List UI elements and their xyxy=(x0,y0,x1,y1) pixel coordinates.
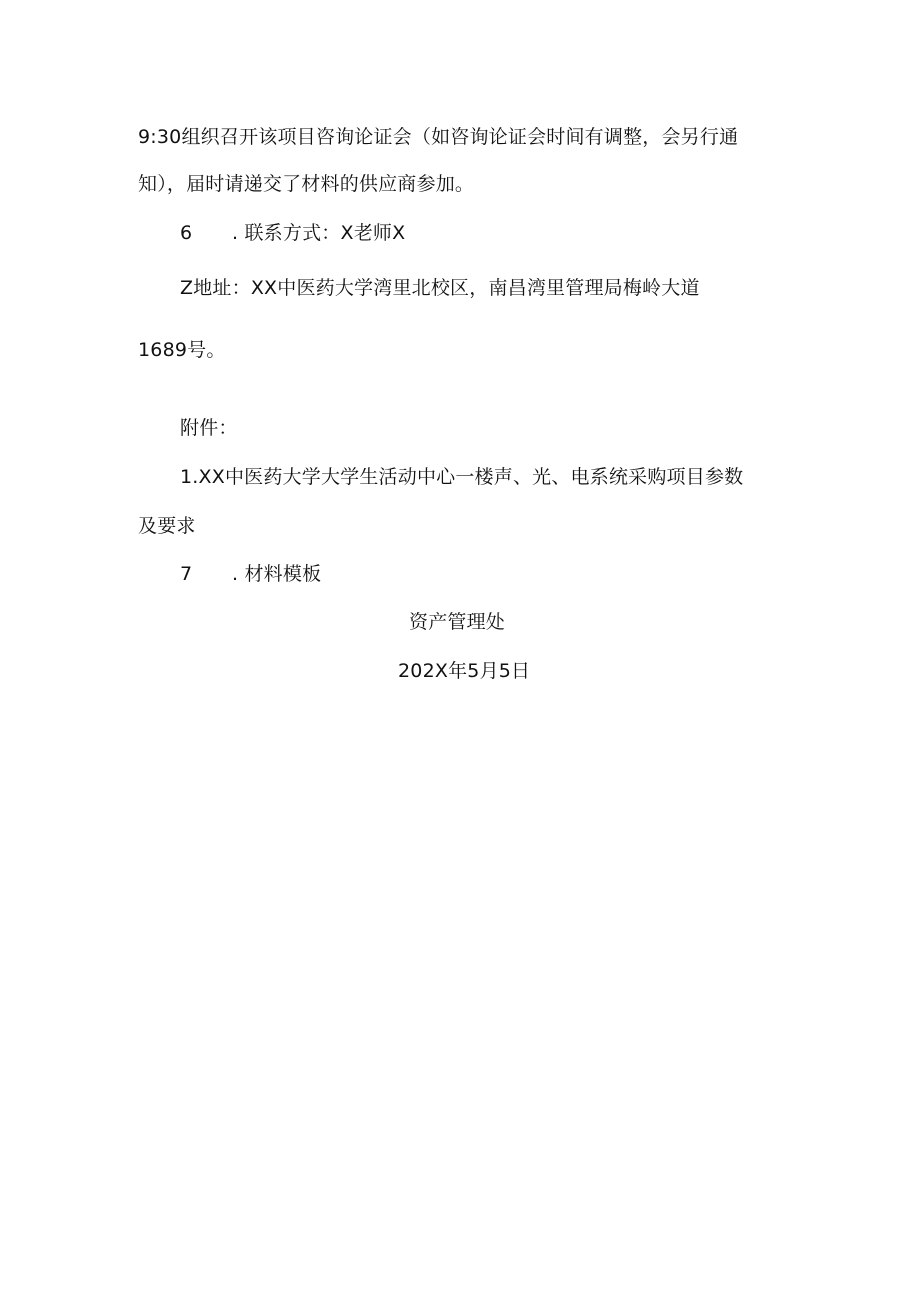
list-number: 7 xyxy=(180,563,193,585)
list-text: . 联系方式：X老师X xyxy=(232,222,406,244)
list-item-7 xyxy=(180,562,321,586)
list-item-6 xyxy=(180,221,405,245)
attachment-item-1-cont: 及要求 xyxy=(138,515,196,537)
signature-org: 资产管理处 xyxy=(409,611,506,633)
list-number: 6 xyxy=(180,222,193,244)
signature-date: 202X年5月5日 xyxy=(398,660,531,682)
paragraph-line: 知），届时请递交了材料的供应商参加。 xyxy=(138,173,475,195)
address-line: Z地址：XX中医药大学湾里北校区，南昌湾里管理局梅岭大道 xyxy=(180,277,700,299)
attachment-item-1: 1.XX中医药大学大学生活动中心一楼声、光、电系统采购项目参数 xyxy=(180,466,744,488)
paragraph-line: 9:30组织召开该项目咨询论证会（如咨询论证会时间有调整，会另行通 xyxy=(138,126,739,148)
address-line: 1689号。 xyxy=(138,339,226,361)
list-text: . 材料模板 xyxy=(232,563,322,585)
attachments-label: 附件： xyxy=(180,417,238,439)
